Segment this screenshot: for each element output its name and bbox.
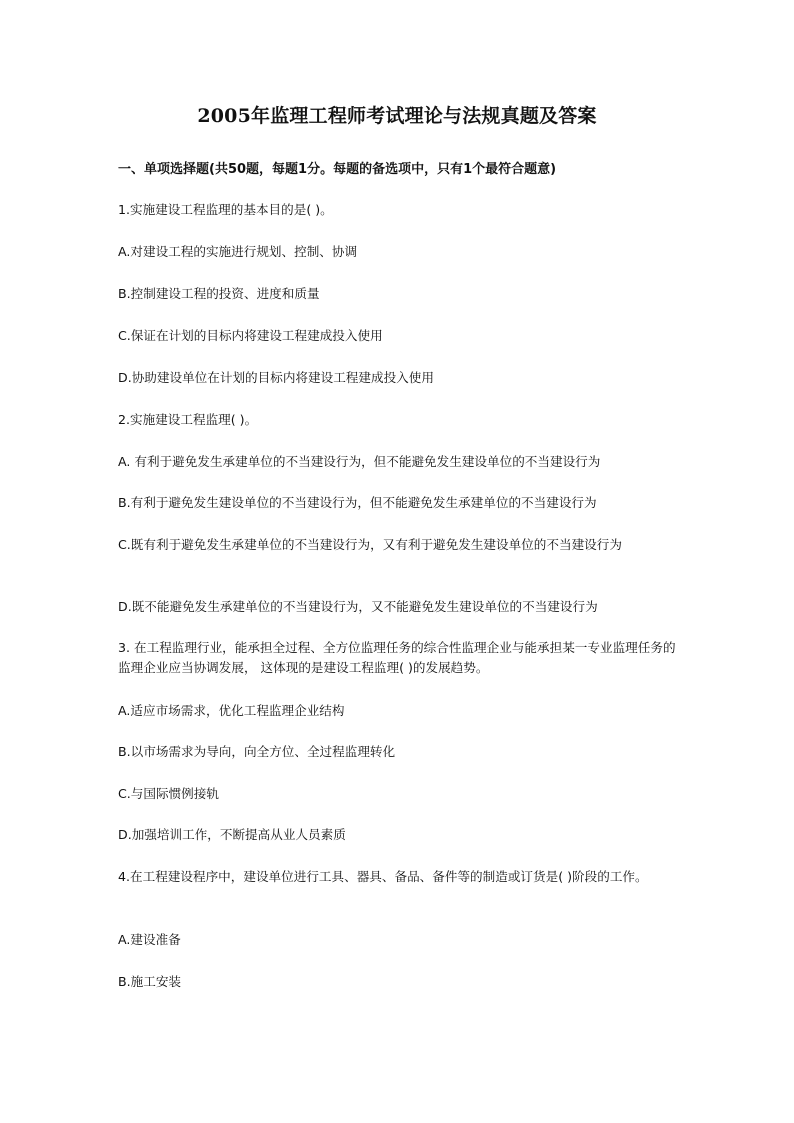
question-3-option-d: D.加强培训工作，不断提高从业人员素质 [118,827,346,842]
question-4: 4.在工程建设程序中，建设单位进行工具、器具、备品、备件等的制造或订货是( )阶段的工作。 [118,869,648,884]
question-3-option-b: B.以市场需求为导向，向全方位、全过程监理转化 [118,744,396,759]
question-1-option-d: D.协助建设单位在计划的目标内将建设工程建成投入使用 [118,370,434,385]
question-1: 1.实施建设工程监理的基本目的是( )。 [118,202,333,217]
section-heading: 一、单项选择题(共50题，每题1分。每题的备选项中，只有1个最符合题意) [118,162,557,177]
question-1-option-b: B.控制建设工程的投资、进度和质量 [118,286,320,301]
question-2-option-b: B.有利于避免发生建设单位的不当建设行为，但不能避免发生承建单位的不当建设行为 [118,495,597,510]
question-2-option-c: C.既有利于避免发生承建单位的不当建设行为，又有利于避免发生建设单位的不当建设行为 [118,537,622,552]
question-3-option-a: A.适应市场需求，优化工程监理企业结构 [118,703,345,718]
question-1-option-a: A.对建设工程的实施进行规划、控制、协调 [118,244,358,259]
question-1-option-c: C.保证在计划的目标内将建设工程建成投入使用 [118,328,383,343]
question-4-option-a: A.建设准备 [118,932,181,947]
question-2-option-d: D.既不能避免发生承建单位的不当建设行为，又不能避免发生建设单位的不当建设行为 [118,599,598,614]
question-3: 3. 在工程监理行业，能承担全过程、全方位监理任务的综合性监理企业与能承担某一专业监理任务的监理企业应当协调发展， 这体现的是建设工程监理( )的发展趋势。 [118,640,676,675]
question-3-option-c: C.与国际惯例接轨 [118,786,219,801]
document-title: 2005年监理工程师考试理论与法规真题及答案 [197,105,597,127]
question-4-option-b: B.施工安装 [118,974,182,989]
question-2-option-a: A. 有利于避免发生承建单位的不当建设行为，但不能避免发生建设单位的不当建设行为 [118,454,601,469]
question-2: 2.实施建设工程监理( )。 [118,412,258,427]
